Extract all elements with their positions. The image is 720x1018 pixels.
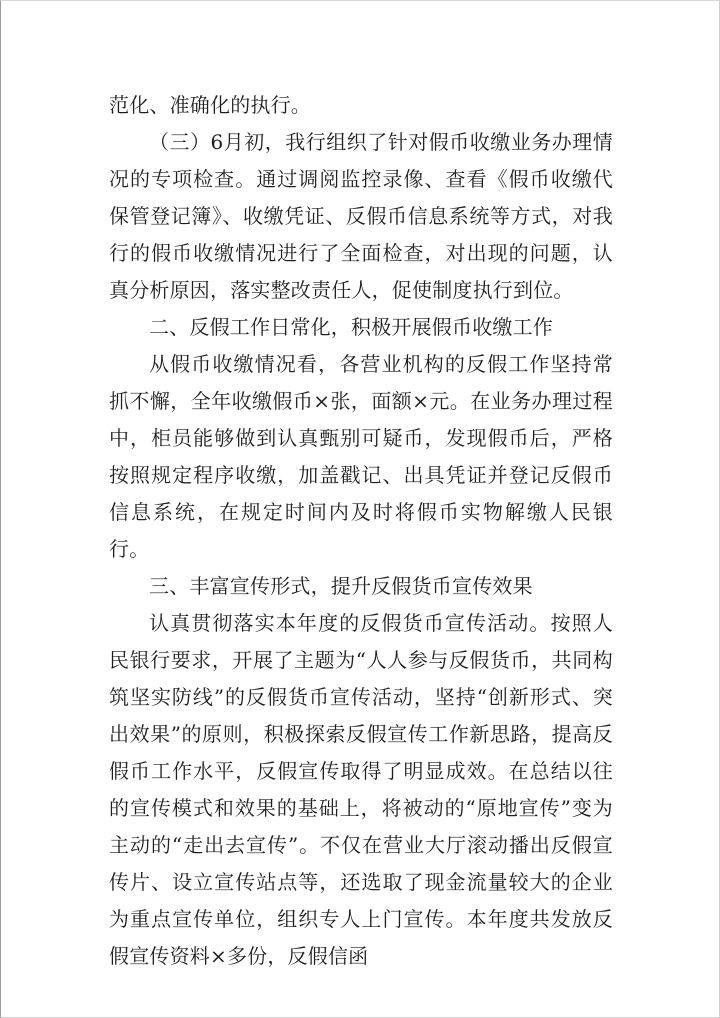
section-heading-3: 三、丰富宣传形式，提升反假货币宣传效果 (149, 574, 533, 598)
paragraph-counterfeit-collection: 从假币收缴情况看，各营业机构的反假工作坚持常抓不懈，全年收缴假币×张，面额×元。在业务办理过程中，柜员能够做到认真甄别可疑币，发现假币后，严格按照规定程序收缴，加盖戳记、出具凭证并登记反假币信息系统，在规定时间内及时将假币实物解缴人民银行。 (109, 352, 613, 561)
paragraph-special-inspection: （三）6月初，我行组织了针对假币收缴业务办理情况的专项检查。通过调阅监控录像、查看《假币收缴代保管登记簿》、收缴凭证、反假币信息系统等方式，对我行的假币收缴情况进行了全面检查，对出现的问题，认真分析原因，落实整改责任人，促使制度执行到位。 (109, 130, 613, 302)
section-heading-2: 二、反假工作日常化，积极开展假币收缴工作 (149, 315, 553, 339)
paragraph-publicity-activities: 认真贯彻落实本年度的反假货币宣传活动。按照人民银行要求，开展了主题为“人人参与反假货币，共同构筑坚实防线”的反假货币宣传活动，坚持“创新形式、突出效果”的原则，积极探索反假宣传工作新思路，提高反假币工作水平，反假宣传取得了明显成效。在总结以往的宣传模式和效果的基础上，将被动的“原地宣传”变为主动的“走出去宣传”。不仅在营业大厅滚动播出反假宣传片、设立宣传站点等，还选取了现金流量较大的企业为重点宣传单位，组织专人上门宣传。本年度共发放反假宣传资料×多份，反假信函 (109, 611, 613, 968)
paragraph-continuation: 范化、准确化的执行。 (109, 93, 311, 117)
document-body (109, 87, 613, 975)
